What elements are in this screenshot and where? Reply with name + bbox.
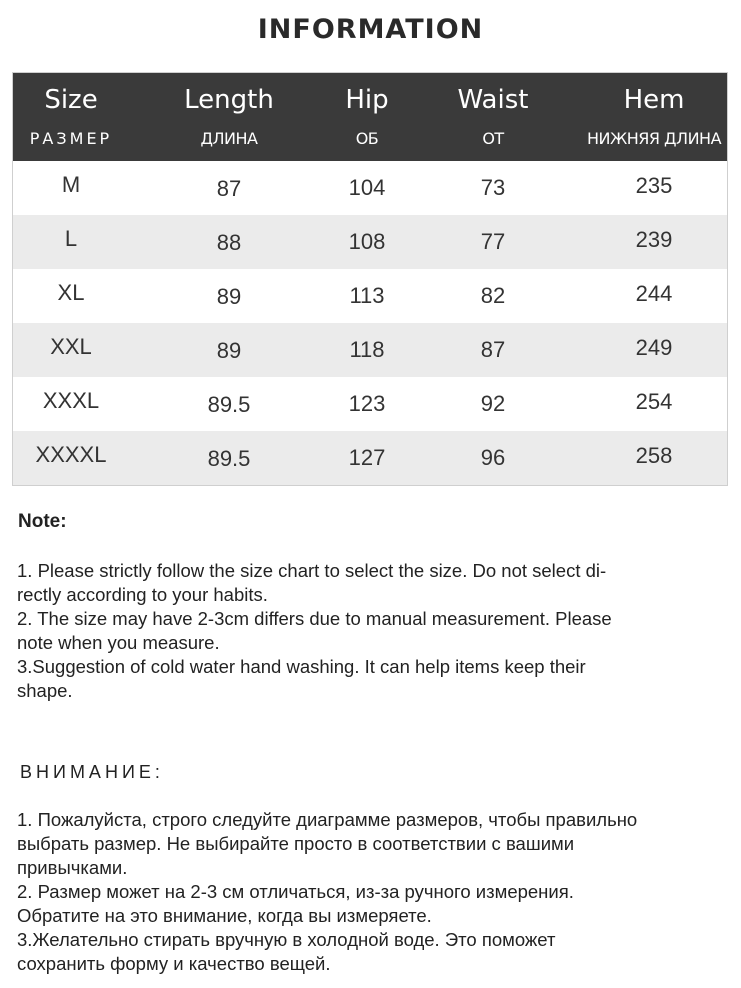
header-size-ru: РАЗМЕР	[29, 129, 113, 148]
header-hip-en: Hip	[345, 85, 389, 115]
table-row	[13, 269, 727, 323]
cell-hem: 249	[635, 335, 673, 360]
cell-size: M	[61, 172, 81, 197]
table-row	[13, 161, 727, 215]
table-row	[13, 215, 727, 269]
header-hem-ru: НИЖНЯЯ ДЛИНА	[586, 129, 722, 148]
header-hip-ru: ОБ	[355, 129, 379, 148]
cell-size: XXL	[50, 334, 92, 359]
table-row	[13, 377, 727, 431]
cell-size: XL	[57, 280, 85, 305]
cell-size: XXXXL	[35, 442, 107, 467]
ru-note-text: 1. Пожалуйста, строго следуйте диаграмме размеров, чтобы правильно выбрать размер. Не выбирайте просто в соответствии с вашими привычками. 2. Размер может на 2-3 см отличаться, из-за ручного измерения. Обратите на это внимание, когда вы измеряете. 3.Желательно стирать вручную в холодной воде. Это поможет сохранить форму и качество вещей.	[17, 809, 638, 974]
cell-hip: 113	[349, 283, 385, 308]
cell-waist: 82	[480, 283, 506, 308]
cell-length: 89.5	[207, 392, 251, 417]
cell-hip: 118	[349, 337, 385, 362]
header-size-en: Size	[44, 85, 98, 115]
cell-hip: 123	[348, 391, 386, 416]
header-hem-en: Hem	[623, 85, 685, 115]
header-length-ru: ДЛИНА	[200, 129, 258, 148]
cell-waist: 92	[480, 391, 506, 416]
cell-hip: 104	[348, 175, 386, 200]
header-waist-en: Waist	[457, 85, 529, 115]
cell-hip: 127	[348, 445, 386, 470]
cell-length: 87	[216, 176, 242, 201]
header-size	[13, 73, 129, 161]
table-body	[13, 161, 727, 485]
cell-waist: 77	[480, 229, 506, 254]
cell-hem: 254	[635, 389, 673, 414]
header-hip	[329, 73, 405, 161]
header-length-en: Length	[184, 85, 274, 115]
table-row	[13, 431, 727, 485]
cell-hem: 258	[635, 443, 673, 468]
note-heading: Note:	[18, 511, 67, 532]
cell-size: XXXL	[42, 388, 100, 413]
cell-waist: 73	[480, 175, 506, 200]
page-title: INFORMATION	[257, 14, 484, 45]
header-waist-ru: ОТ	[482, 129, 504, 148]
cell-length: 89	[216, 284, 242, 309]
table-header	[13, 73, 727, 161]
cell-hem: 239	[635, 227, 673, 252]
cell-length: 89	[216, 338, 242, 363]
cell-size: L	[64, 226, 78, 251]
cell-waist: 87	[480, 337, 506, 362]
cell-hem: 244	[635, 281, 673, 306]
note-text: 1. Please strictly follow the size chart to select the size. Do not select di- rectly according to your habits. 2. The size may have 2-3cm differs due to manual measurement. Please note when you measure. 3.Suggestion of cold water hand washing. It can help items keep their shape.	[17, 560, 612, 701]
ru-note-heading: ВНИМАНИЕ:	[20, 762, 164, 782]
header-length	[129, 73, 329, 161]
header-hem	[581, 73, 727, 161]
cell-hem: 235	[635, 173, 673, 198]
table-row	[13, 323, 727, 377]
cell-waist: 96	[480, 445, 506, 470]
size-table	[12, 72, 728, 486]
cell-length: 88	[216, 230, 242, 255]
cell-length: 89.5	[207, 446, 251, 471]
cell-hip: 108	[348, 229, 386, 254]
header-waist	[405, 73, 581, 161]
